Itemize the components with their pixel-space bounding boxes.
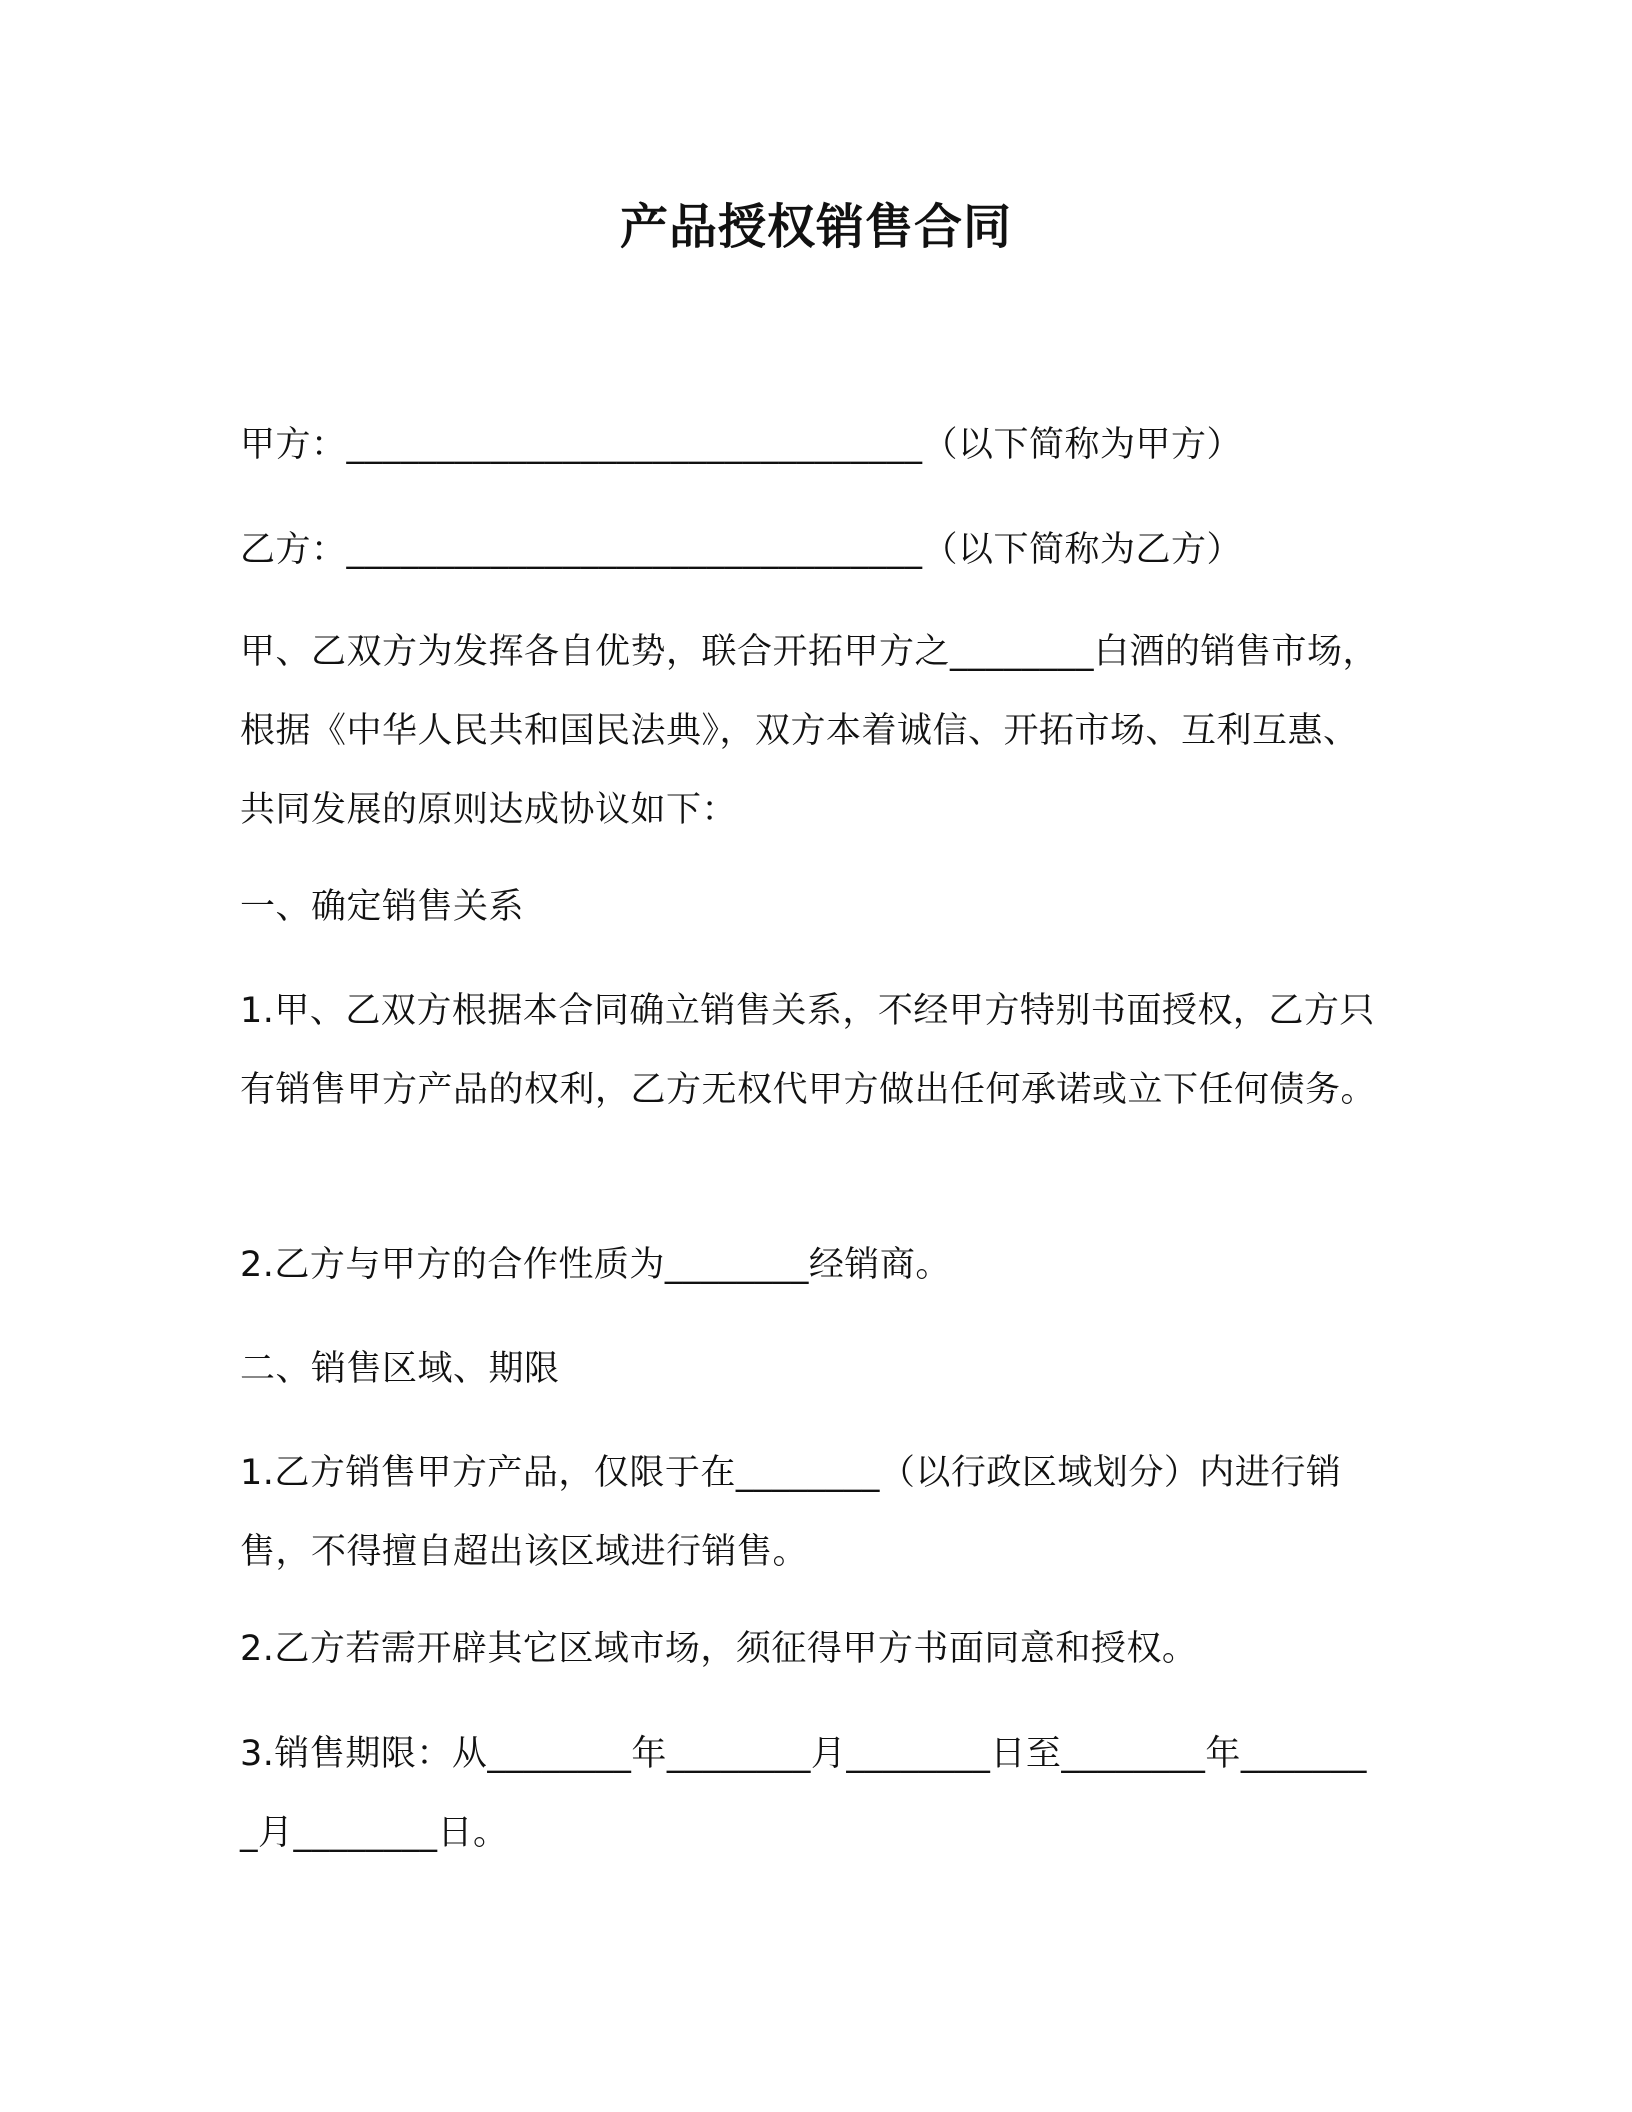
section-1-heading: 一、确定销售关系 (240, 887, 525, 927)
section-1-item-2: 2.乙方与甲方的合作性质为________经销商。 (240, 1245, 951, 1285)
section-2-item-2: 2.乙方若需开辟其它区域市场，须征得甲方书面同意和授权。 (240, 1629, 1198, 1669)
section-2-heading: 二、销售区域、期限 (240, 1349, 560, 1389)
section-2-item-1: 1.乙方销售甲方产品，仅限于在________（以行政区域划分）内进行销售，不得擅自超出该区域进行销售。 (240, 1453, 1342, 1572)
document-title: 产品授权销售合同 (619, 199, 1012, 255)
section-1-item-1: 1.甲、乙双方根据本合同确立销售关系，不经甲方特别书面授权，乙方只有销售甲方产品的权利，乙方无权代甲方做出任何承诺或立下任何债务。 (240, 991, 1377, 1110)
party-a-line: 甲方：________________________________（以下简称为甲方） (240, 425, 1243, 465)
party-b-line: 乙方：________________________________（以下简称为乙方） (240, 530, 1243, 570)
section-2-item-3: 3.销售期限：从________年________月________日至________年________月________日。 (240, 1734, 1367, 1853)
preamble-paragraph: 甲、乙双方为发挥各自优势，联合开拓甲方之________白酒的销售市场，根据《中华人民共和国民法典》，双方本着诚信、开拓市场、互利互惠、共同发展的原则达成协议如下： (240, 632, 1379, 830)
